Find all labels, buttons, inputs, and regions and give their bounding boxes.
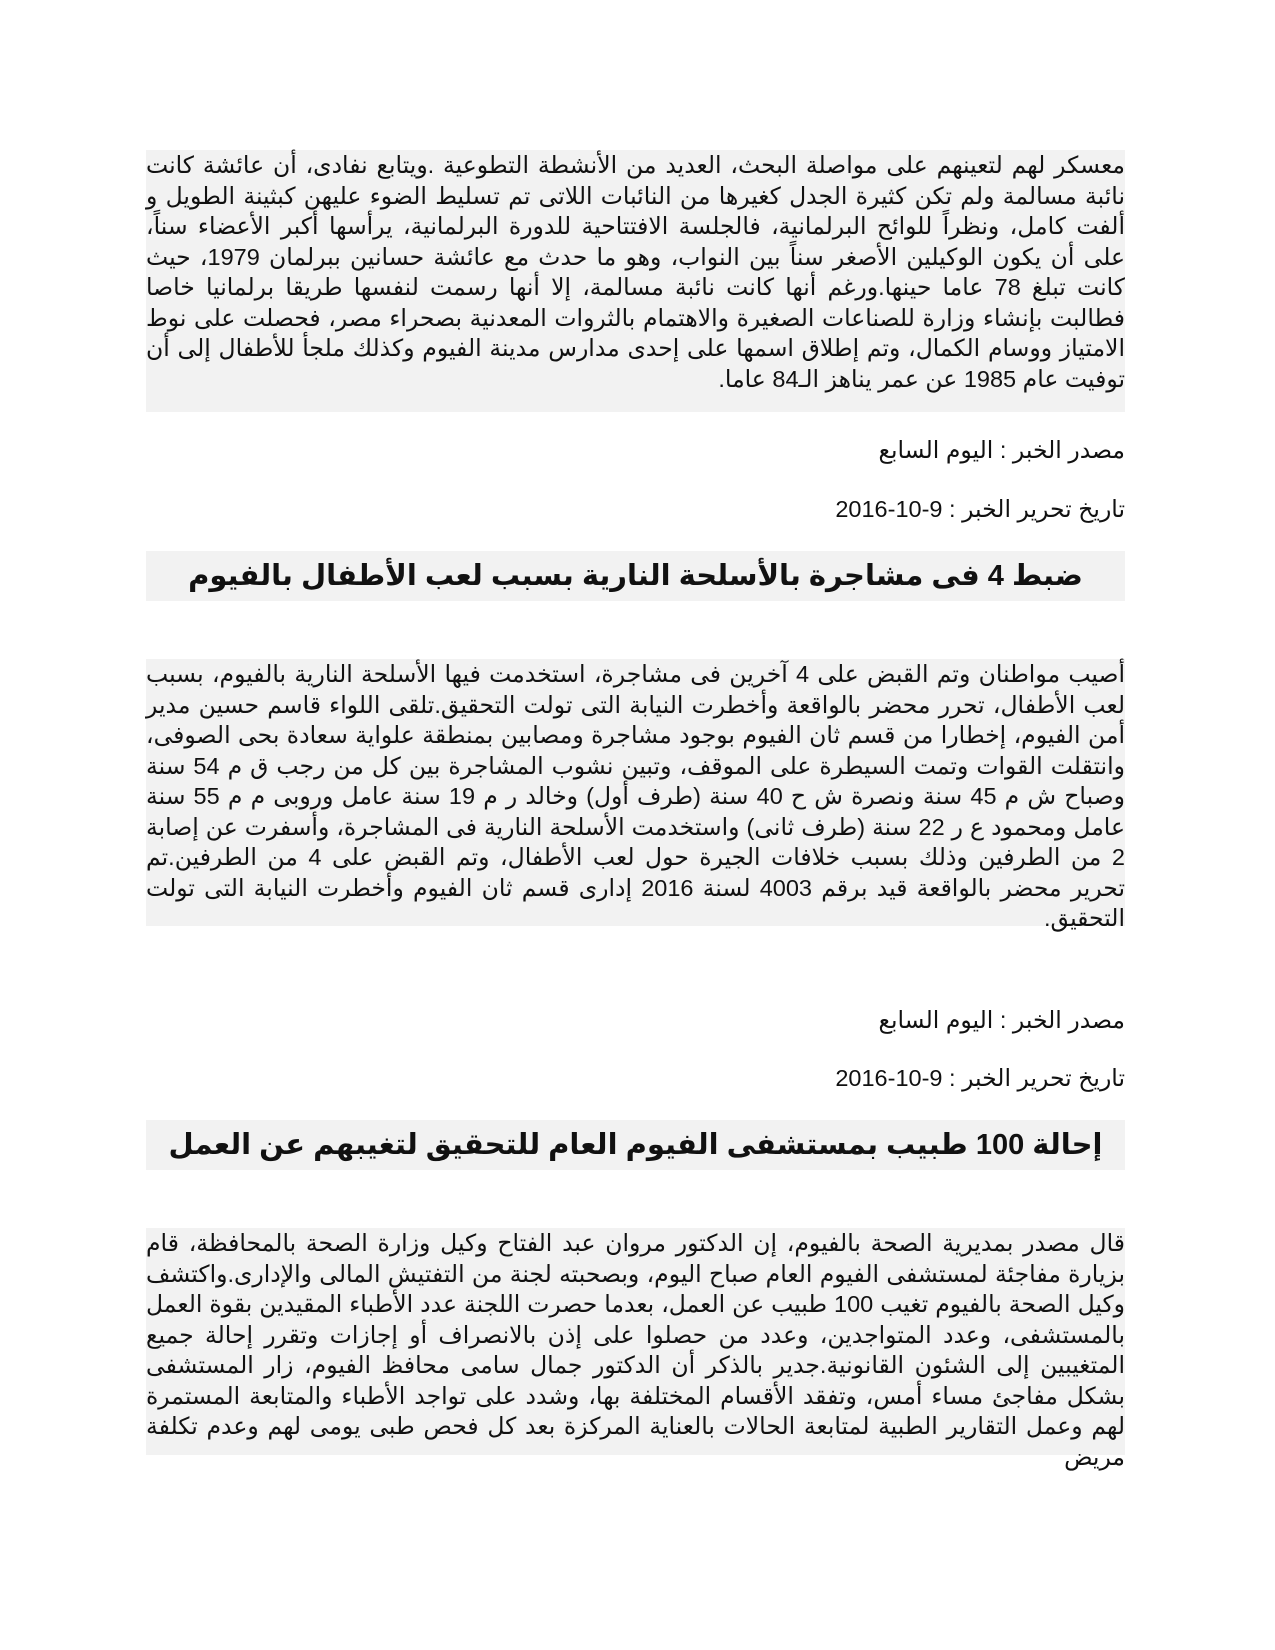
article-2-source: مصدر الخبر : اليوم السابع xyxy=(878,1007,1125,1033)
article-1-body: معسكر لهم لتعينهم على مواصلة البحث، العديد من الأنشطة التطوعية .ويتابع نفادى، أن عائشة كانت نائبة مسالمة ولم تكن كثيرة الجدل كغيرها من النائبات اللاتى تم تسليط الضوء عليهن كبثينة الطويل و ألفت كامل، ونظراً للوائح البرلمانية، فالجلسة الافتتاحية للدورة البرلمانية، يرأسها أكبر الأعضاء سناً، على أن يكون الوكيلين الأصغر سناً بين النواب، وهو ما حدث مع عائشة حسانين ببرلمان 1979، حيث كانت تبلغ 78 عاما حينها.ورغم أنها كانت نائبة مسالمة، إلا أنها رسمت لنفسها طريقا برلمانيا خاصا فطالبت بإنشاء وزارة للصناعات الصغيرة والاهتمام بالثروات المعدنية بصحراء مصر، فحصلت على نوط الامتياز ووسام الكمال، وتم إطلاق اسمها على إحدى مدارس مدينة الفيوم وكذلك ملجأ للأطفال إلى أن توفيت عام 1985 عن عمر يناهز الـ84 عاما. xyxy=(146,150,1125,412)
article-2-body: أصيب مواطنان وتم القبض على 4 آخرين فى مشاجرة، استخدمت فيها الأسلحة النارية بالفيوم، بسبب لعب الأطفال، تحرر محضر بالواقعة وأخطرت النيابة التى تولت التحقيق.تلقى اللواء قاسم حسين مدير أمن الفيوم، إخطارا من قسم ثان الفيوم بوجود مشاجرة ومصابين بمنطقة علواية سعادة بحى الصوفى، وانتقلت القوات وتمت السيطرة على الموقف، وتبين نشوب المشاجرة بين كل من رجب ق م 54 سنة وصباح ش م 45 سنة ونصرة ش ح 40 سنة (طرف أول) وخالد ر م 19 سنة عامل وروبى م م 55 سنة عامل ومحمود ع ر 22 سنة (طرف ثانى) واستخدمت الأسلحة النارية فى المشاجرة، وأسفرت عن إصابة 2 من الطرفين وذلك بسبب خلافات الجيرة حول لعب الأطفال، وتم القبض على 4 من الطرفين.تم تحرير محضر بالواقعة قيد برقم 4003 لسنة 2016 إدارى قسم ثان الفيوم وأخطرت النيابة التى تولت التحقيق. xyxy=(146,661,1126,931)
article-3-body: قال مصدر بمديرية الصحة بالفيوم، إن الدكتور مروان عبد الفتاح وكيل وزارة الصحة بالمحافظة، قام بزيارة مفاجئة لمستشفى الفيوم العام صباح اليوم، وبصحبته لجنة من التفتيش المالى والإدارى.واكتشف وكيل الصحة بالفيوم تغيب 100 طبيب عن العمل، بعدما حصرت اللجنة عدد الأطباء المقيدين بقوة العمل بالمستشفى، وعدد المتواجدين، وعدد من حصلوا على إذن بالانصراف أو إجازات وتقرر إحالة جميع المتغيبين إلى الشئون القانونية.جدير بالذكر أن الدكتور جمال سامى محافظ الفيوم، زار المستشفى بشكل مفاجئ مساء أمس، وتفقد الأقسام المختلفة بها، وشدد على تواجد الأطباء والمتابعة المستمرة لهم وعمل التقارير الطبية لمتابعة الحالات بالعناية المركزة بعد كل فحص طبى يومى لهم وعدم تكلفة مريض xyxy=(146,1230,1125,1470)
article-3-headline: إحالة 100 طبيب بمستشفى الفيوم العام للتحقيق لتغيبهم عن العمل xyxy=(146,1120,1125,1170)
article-2-date: تاريخ تحرير الخبر : 9-10-2016 xyxy=(835,1065,1125,1091)
article-1-source: مصدر الخبر : اليوم السابع xyxy=(878,437,1125,463)
article-2-headline: ضبط 4 فى مشاجرة بالأسلحة النارية بسبب لعب الأطفال بالفيوم xyxy=(146,551,1125,601)
article-1-date: تاريخ تحرير الخبر : 9-10-2016 xyxy=(835,496,1125,522)
